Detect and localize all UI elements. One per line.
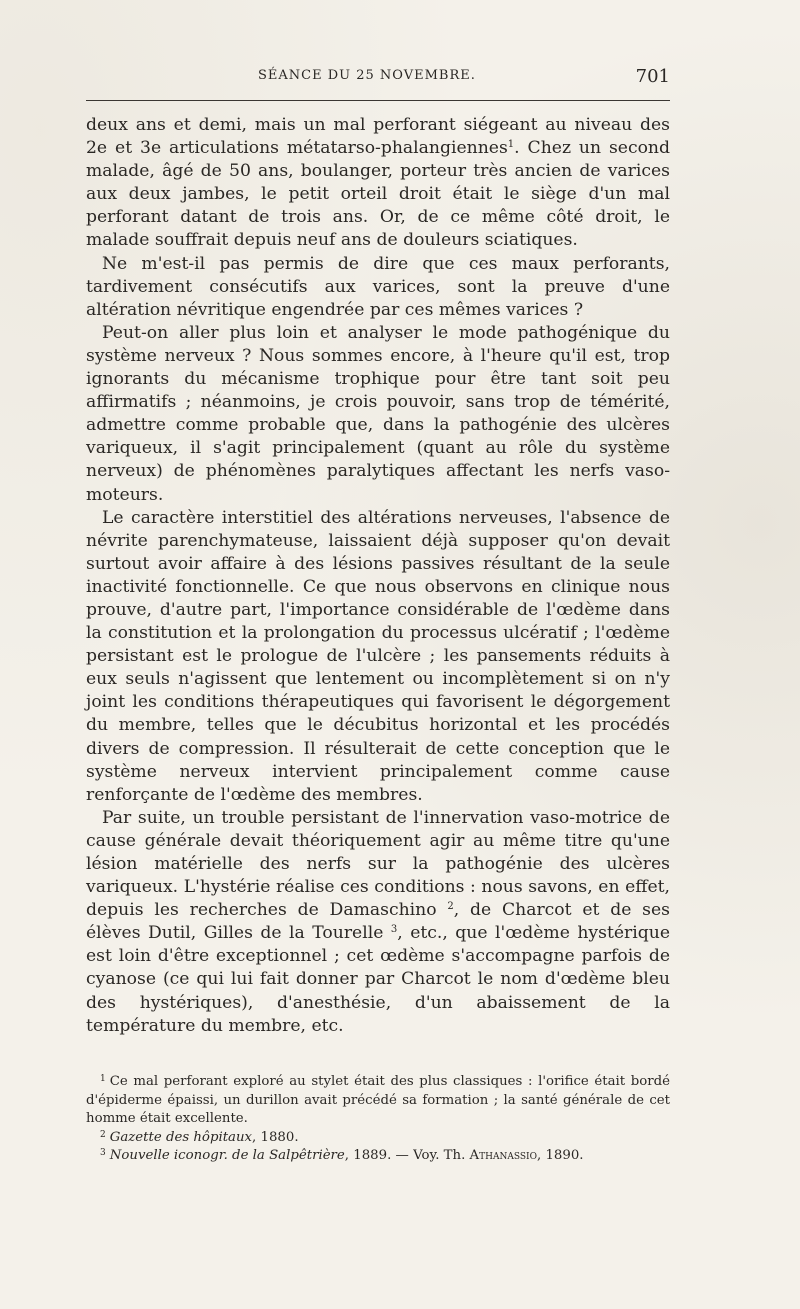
paragraph-2: Ne m'est-il pas permis de dire que ces maux perforants, tardivement consécutifs aux varices, sont la preuve d'une altération névritique engendrée par ces mêmes varices ? xyxy=(86,253,670,320)
footnote-1 xyxy=(86,1073,670,1129)
paragraph-5-text: Par suite, un trouble persistant de l'innervation vaso-motrice de cause générale devait théoriquement agir au même titre qu'une lésion matérielle des nerfs sur la pathogénie des ulcères variqueux. L'hystérie réalise ces conditions : nous savons, en effet, depuis les recherches de Damaschino xyxy=(86,807,670,921)
footnote-1-text: Ce mal perforant exploré au stylet était des plus classiques : l'orifice était bordé d'épiderme épaissi, un durillon avait précédé sa formation ; la santé générale de cet homme était excellente. xyxy=(86,1074,670,1126)
footnote-3-author: Athanassio xyxy=(469,1148,537,1163)
header-rule xyxy=(86,100,670,101)
footnote-3 xyxy=(86,1147,670,1166)
footnote-2-mark: 2 xyxy=(100,1129,106,1140)
footnote-ref-1: 1 xyxy=(507,139,515,151)
main-text xyxy=(86,114,670,1038)
footnote-3-mark: 3 xyxy=(100,1148,106,1158)
footnote-ref-3: 3 xyxy=(390,924,398,936)
footnote-3-rest: , 1889. — Voy. Th. xyxy=(344,1148,470,1163)
footnote-2-rest: , 1880. xyxy=(252,1129,299,1145)
running-head: SÉANCE DU 25 NOVEMBRE. xyxy=(258,68,476,83)
paragraph-5-text-c: , etc., que l'œdème hystérique est loin d'être exceptionnel ; cet œdème s'accompagne parfois de cyanose (ce qui lui fait donner par Charcot le nom d'œdème bleu des hystériques), d'anesthésie, d'un abaissement de la température du membre, etc. xyxy=(86,923,670,1036)
page-header xyxy=(86,66,670,88)
footnote-ref-2: 2 xyxy=(447,901,454,913)
page-number: 701 xyxy=(635,66,670,87)
paragraph-4: Le caractère interstitiel des altérations nerveuses, l'absence de névrite parenchymateuse, laissaient déjà supposer qu'on devait surtout avoir affaire à des lésions passives résultant de la seule inactivité fonctionnelle. Ce que nous observons en clinique nous prouve, d'autre part, l'importance considérable de l'œdème dans la constitution et la prolongation du processus ulcératif ; l'œdème persistant est le prologue de l'ulcère ; les pansements réduits à eux seuls n'agissent que lentement ou incomplètement si on n'y joint les conditions thérapeutiques qui favorisent le dégorgement du membre, telles que le décubitus horizontal et les procédés divers de compression. Il résulterait de cette conception que le système nerveux intervient principalement comme cause renforçante de l'œdème des membres. xyxy=(86,507,670,805)
footnote-1-mark: 1 xyxy=(100,1074,106,1084)
footnote-3-title: Nouvelle iconogr. de la Salpêtrière xyxy=(109,1148,345,1163)
paragraph-1-text-b: . Chez un second malade, âgé de 50 ans, boulanger, porteur très ancien de varices aux deux jambes, le petit orteil droit était le siège d'un mal perforant datant de trois ans. Or, de ce même côté droit, le malade souffrait depuis neuf ans de douleurs sciatiques. xyxy=(86,138,670,251)
footnote-3-end: , 1890. xyxy=(536,1148,584,1163)
paragraph-1 xyxy=(86,114,670,253)
paragraph-3: Peut-on aller plus loin et analyser le mode pathogénique du système nerveux ? Nous sommes encore, à l'heure qu'il est, trop ignorants du mécanisme trophique pour être tant soit peu affirmatifs ; néanmoins, je crois pouvoir, sans trop de témérité, admettre comme probable que, dans la pathogénie des ulcères variqueux, il s'agit principalement (quant au rôle du système nerveux) de phénomènes paralytiques affectant les nerfs vaso-moteurs. xyxy=(86,322,670,505)
paragraph-1-text: deux ans et demi, mais un mal perforant siégeant au niveau des 2e et 3e articulations métatarso-phalangiennes xyxy=(86,115,670,159)
footnotes xyxy=(86,1073,670,1166)
paragraph-5-text-b: , de Charcot et de ses élèves Dutil, Gilles de la Tourelle xyxy=(86,900,670,944)
footnote-2-title: Gazette des hôpitaux xyxy=(109,1129,253,1145)
footnote-2 xyxy=(86,1129,670,1148)
paragraph-5 xyxy=(86,807,670,1038)
